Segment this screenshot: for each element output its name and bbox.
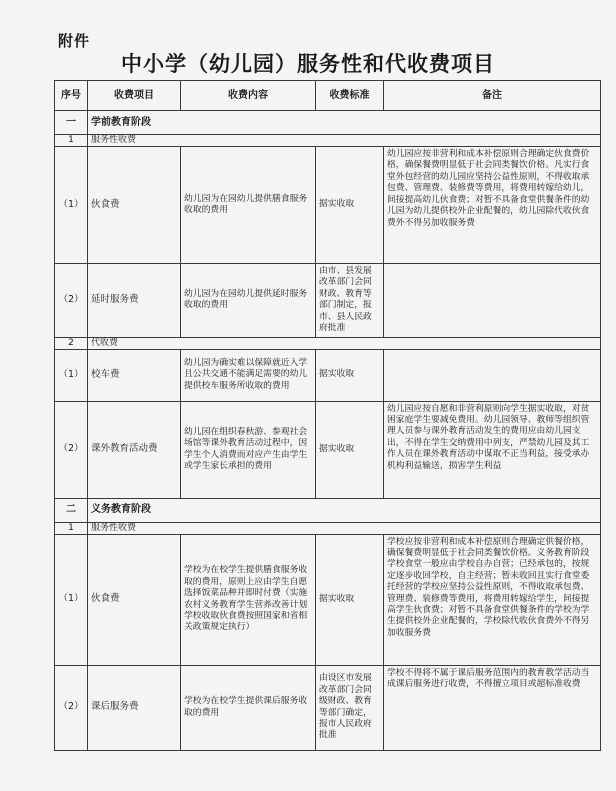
table-row <box>55 349 601 401</box>
item-no: （2） <box>55 264 88 338</box>
item-content: 幼儿园为在园幼儿提供膳食服务收取的费用 <box>181 147 316 264</box>
category-name: 服务性收费 <box>88 135 601 147</box>
item-note: 学校应按非营利和成本补偿原则合理确定供餐价格，确保餐费明显低于社会同类餐饮价格。义务教育阶段学校食堂一般应由学校自办自营；已经承包的，按规定逐步收回学校，自主经营；暂未收回且实行食堂委托经营的学校应坚持公益性原则，不得收取承包费、管理费、装修费等费用，将费用转嫁给学生，间接提高学生伙食费；对暂不具备食堂供餐条件的学校为学生提供校外企业配餐的，学校除代收伙食费外不得另加收服务费 <box>384 534 601 665</box>
header-item: 收费项目 <box>88 81 181 111</box>
item-name: 延时服务费 <box>88 264 181 338</box>
item-note: 幼儿园应按非营利和成本补偿原则合理确定伙食费价格，确保餐费明显低于社会同类餐饮价格。凡实行食堂外包经营的幼儿园应坚持公益性原则，不得收取承包费、管理费、装修费等费用，将费用转嫁给幼儿，间接提高幼儿伙食费；对暂不具备食堂供餐条件的幼儿园为幼儿提供校外企业配餐的，幼儿园除代收伙食费外不得另加收服务费 <box>384 147 601 264</box>
table-row <box>55 401 601 498</box>
item-standard: 由设区市发展改革部门会同级财政、教育等部门确定，报市人民政府批准 <box>316 665 384 750</box>
item-content: 学校为在校学生提供膳食服务收取的费用，原则上应由学生自愿选择饭菜品种并即时付费（实施农村义务教育学生营养改善计划学校收取伙食费按照国家和省相关政策规定执行） <box>181 534 316 665</box>
item-standard: 由市、县发展改革部门会同财政、教育等部门制定，报市、县人民政府批准 <box>316 264 384 338</box>
item-content: 幼儿园为确实难以保障就近入学且公共交通不能满足需要的幼儿提供校车服务所收取的费用 <box>181 349 316 401</box>
item-standard: 据实收取 <box>316 401 384 498</box>
section-name: 学前教育阶段 <box>88 111 601 135</box>
item-name: 课后服务费 <box>88 665 181 750</box>
item-standard: 据实收取 <box>316 349 384 401</box>
item-content: 幼儿园为在园幼儿提供延时服务收取的费用 <box>181 264 316 338</box>
category-row <box>55 135 601 147</box>
section-row <box>55 111 601 135</box>
item-no: （2） <box>55 401 88 498</box>
header-note: 备注 <box>384 81 601 111</box>
item-note: 幼儿园应按自愿和非营利原则向学生据实收取，对贫困家庭学生要减免费用。幼儿园领导、教师等组织管理人员参与课外教育活动发生的费用应由幼儿园支出，不得在学生交纳费用中列支，严禁幼儿园及其工作人员在课外教育活动中谋取不正当利益，接受承办机构利益输送，损害学生利益 <box>384 401 601 498</box>
item-standard: 据实收取 <box>316 147 384 264</box>
table-row <box>55 534 601 665</box>
fee-table <box>54 80 601 751</box>
item-name: 伙食费 <box>88 147 181 264</box>
header-standard: 收费标准 <box>316 81 384 111</box>
category-name: 服务性收费 <box>88 522 601 534</box>
header-no: 序号 <box>55 81 88 111</box>
category-row <box>55 337 601 349</box>
table-row <box>55 147 601 264</box>
section-no: 二 <box>55 498 88 522</box>
item-content: 幼儿园在组织春秋游、参观社会场馆等课外教育活动过程中，因学生个人消费而对应产生由学生或学生家长承担的费用 <box>181 401 316 498</box>
attachment-label: 附件 <box>58 32 91 50</box>
item-standard: 据实收取 <box>316 534 384 665</box>
table-row <box>55 665 601 750</box>
item-note <box>384 349 601 401</box>
category-no: 1 <box>55 522 88 534</box>
category-name: 代收费 <box>88 337 601 349</box>
category-no: 2 <box>55 337 88 349</box>
item-note: 学校不得将不属于课后服务范围内的教育教学活动当成课后服务进行收费，不得擅立项目或超标准收费 <box>384 665 601 750</box>
item-name: 伙食费 <box>88 534 181 665</box>
section-no: 一 <box>55 111 88 135</box>
table-row <box>55 264 601 338</box>
header-row <box>55 81 601 111</box>
item-no: （1） <box>55 349 88 401</box>
item-no: （1） <box>55 147 88 264</box>
item-content: 学校为在校学生提供课后服务收取的费用 <box>181 665 316 750</box>
page-title: 中小学（幼儿园）服务性和代收费项目 <box>121 51 495 76</box>
header-content: 收费内容 <box>181 81 316 111</box>
section-row <box>55 498 601 522</box>
category-no: 1 <box>55 135 88 147</box>
item-name: 校车费 <box>88 349 181 401</box>
item-name: 课外教育活动费 <box>88 401 181 498</box>
item-no: （2） <box>55 665 88 750</box>
item-no: （1） <box>55 534 88 665</box>
item-note <box>384 264 601 338</box>
category-row <box>55 522 601 534</box>
section-name: 义务教育阶段 <box>88 498 601 522</box>
